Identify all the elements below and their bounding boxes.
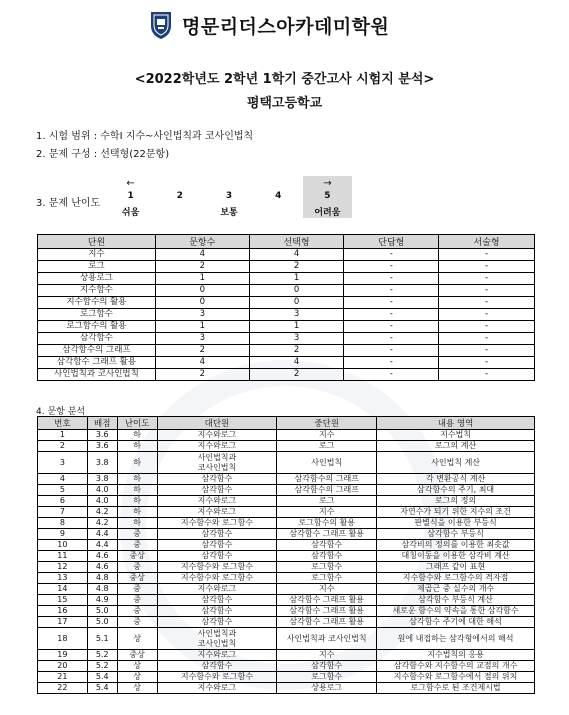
table-cell: 상용로그 [38,273,156,285]
table-cell: 지수와로그 [157,584,277,595]
table-cell: 0 [249,285,344,297]
table-cell: 지수 [277,650,377,661]
table-cell: 로그함수 [277,672,377,683]
table-cell: 삼각함수 [157,606,277,617]
table-cell: 중 [117,595,157,606]
column-header: 단답형 [344,235,439,249]
table-cell: 원에 내접하는 삼각형에서의 해석 [377,628,535,650]
table-row [38,297,535,309]
table-cell: 로그함수로 된 조건제시법 [377,683,535,694]
table-cell: 지수함수와 로그함수 [157,573,277,584]
table-cell: 9 [38,529,88,540]
table-cell: 0 [155,297,249,309]
table-cell: 로그의 계산 [377,441,535,452]
table-cell: 지수함수 [38,285,156,297]
table-cell: 상 [117,672,157,683]
table-cell: - [439,357,535,369]
table-cell: 지수와로그 [157,683,277,694]
table-cell: 1 [38,430,88,441]
table-cell: 4.4 [87,540,117,551]
table-cell: 삼각함수 부등식 [377,529,535,540]
table-row [38,452,535,474]
table-cell: 5.4 [87,683,117,694]
table-cell: - [439,309,535,321]
table-cell: 삼각함수의 그래프 [277,485,377,496]
difficulty-level-5 [303,176,352,218]
table-cell: 삼각함수 [277,661,377,672]
table-cell: 지수와로그 [157,496,277,507]
table-cell: 2 [249,369,344,381]
table-cell: 중 [117,562,157,573]
table-cell: 삼각함수 그래프 활용 [277,595,377,606]
table-row [38,661,535,672]
table-cell [157,452,277,474]
header [148,10,389,40]
table-cell: - [344,345,439,357]
difficulty-level-4 [254,176,303,218]
table-cell: 3 [155,333,249,345]
question-composition: 2. 문제 구성 : 선택형(22문항) [36,149,170,160]
table-cell: 중상 [117,573,157,584]
table-cell: 1 [249,321,344,333]
difficulty-level-3 [204,176,253,218]
table-row [38,529,535,540]
table-cell: 삼각함수 그래프 활용 [277,529,377,540]
right-arrow-icon: → [323,178,332,189]
table-cell: 그래프 같이 표현 [377,562,535,573]
difficulty-label: 3. 문제 난이도 [36,198,101,209]
column-header: 대단원 [157,417,277,430]
table-cell: 지수와로그 [157,650,277,661]
table-cell: 지수함수와 로그함수의 격자점 [377,573,535,584]
table-cell: 하 [117,496,157,507]
academy-name: 명문리더스아카데미학원 [182,15,390,38]
table-cell: 삼각함수 [157,529,277,540]
table-cell: 삼각함수 그래프 활용 [38,357,156,369]
table-cell: 삼각함수 [38,333,156,345]
table-row [38,441,535,452]
table-cell: 중 [117,529,157,540]
table-cell: 삼각함수 그래프 활용 [277,606,377,617]
table-cell: 중 [117,606,157,617]
table-cell: 삼각함수 [157,540,277,551]
table-cell: 하 [117,441,157,452]
table-cell: 지수와로그 [157,430,277,441]
column-header: 내용 영역 [377,417,535,430]
table-cell: 20 [38,661,88,672]
table-cell: 로그함수의 활용 [277,518,377,529]
table-cell: 상용로그 [277,683,377,694]
table-cell: 삼각비의 정의를 이용한 최솟값 [377,540,535,551]
table-cell: 로그함수 [277,562,377,573]
table-cell: 5.0 [87,617,117,628]
table-cell: 사인법칙 계산 [377,452,535,474]
table-cell: 0 [249,297,344,309]
table-cell: 17 [38,617,88,628]
table-cell: 지수와로그 [157,507,277,518]
table-cell: 지수함수와 로그함수에서 점의 위치 [377,672,535,683]
table-cell: 삼각함수 [157,474,277,485]
table-row [38,249,535,261]
table-cell: 사인법칙 [277,452,377,474]
table-cell: - [344,357,439,369]
difficulty-hard-label: 어려움 [314,208,341,218]
table-cell: - [439,321,535,333]
analysis-title: 4. 문항 분석 [36,407,86,417]
table-cell: 18 [38,628,88,650]
table-cell: 1 [155,321,249,333]
table-cell: 새로운 함수의 약속을 통한 삼각함수 [377,606,535,617]
column-header: 중단원 [277,417,377,430]
column-header: 난이도 [117,417,157,430]
table-cell: 중 [117,540,157,551]
table-cell: 지수함수와 로그함수 [157,518,277,529]
difficulty-level-number: 1 [127,191,134,201]
table-header-row [38,235,535,249]
table-cell: 삼각함수와 지수함수의 교점의 개수 [377,661,535,672]
table-cell: 중상 [117,650,157,661]
table-row [38,345,535,357]
table-cell: 4.8 [87,573,117,584]
table-cell: 삼각함수 주기에 대한 해석 [377,617,535,628]
difficulty-easy-label: 쉬움 [121,208,140,218]
table-cell: 4.6 [87,562,117,573]
table-row [38,672,535,683]
table-cell: 7 [38,507,88,518]
table-row [38,540,535,551]
table-row [38,628,535,650]
question-analysis-body [38,430,535,694]
table-cell: 4 [249,249,344,261]
table-cell: 로그 [277,496,377,507]
table-cell: 3 [249,333,344,345]
table-cell: - [344,297,439,309]
table-cell: 13 [38,573,88,584]
table-cell: 지수함수와 로그함수 [157,672,277,683]
table-cell: 4 [155,249,249,261]
table-cell: 3.8 [87,474,117,485]
table-cell: - [344,261,439,273]
table-cell: - [344,321,439,333]
table-cell: 삼각함수 [157,485,277,496]
table-cell: 삼각함수의 그래프 [38,345,156,357]
table-row [38,650,535,661]
table-cell: - [439,273,535,285]
table-cell: 지수와로그 [157,441,277,452]
difficulty-level-number: 5 [324,191,331,201]
table-cell: 4 [249,357,344,369]
table-cell: 대칭이동을 이용한 삼각비 계산 [377,551,535,562]
table-cell: - [439,249,535,261]
table-cell: 상 [117,661,157,672]
table-cell: 제곱근 중 실수의 개수 [377,584,535,595]
column-header: 문항수 [155,235,249,249]
table-cell: 4.4 [87,529,117,540]
table-cell: 2 [249,261,344,273]
column-header: 번호 [38,417,88,430]
table-row [38,430,535,441]
table-cell: 하 [117,518,157,529]
table-cell: - [439,261,535,273]
table-cell: 11 [38,551,88,562]
table-row [38,485,535,496]
table-cell: 삼각함수 [157,595,277,606]
table-cell: 6 [38,496,88,507]
table-cell: - [344,309,439,321]
table-cell: 1 [155,273,249,285]
table-cell: - [439,345,535,357]
column-header: 배점 [87,417,117,430]
question-analysis-table [37,416,535,694]
table-cell: 3.8 [87,452,117,474]
table-cell: 4.6 [87,551,117,562]
table-cell: 지수법칙의 응용 [377,650,535,661]
table-cell: 상 [117,683,157,694]
column-header: 서술형 [439,235,535,249]
table-row [38,496,535,507]
difficulty-level-number: 2 [176,191,183,201]
table-cell: 16 [38,606,88,617]
table-row [38,285,535,297]
major-unit-line: 코사인법칙 [197,638,237,648]
table-cell: 15 [38,595,88,606]
table-cell: 로그 [277,441,377,452]
table-cell: - [344,333,439,345]
unit-summary-table [37,234,535,381]
table-cell: 5.2 [87,661,117,672]
table-cell: 3 [249,309,344,321]
difficulty-level-number: 3 [225,191,233,201]
table-cell: 사인법칙과 코사인법칙 [38,369,156,381]
table-cell: 2 [155,345,249,357]
table-cell: 22 [38,683,88,694]
table-row [38,683,535,694]
table-cell: 하 [117,474,157,485]
table-cell: 4.2 [87,518,117,529]
table-cell: 삼각함수 [157,551,277,562]
table-cell: 삼각함수 [277,551,377,562]
table-cell: 삼각함수 [157,617,277,628]
major-unit-line: 코사인법칙 [197,462,237,472]
table-cell: 4.0 [87,485,117,496]
table-row [38,261,535,273]
table-cell: 21 [38,672,88,683]
table-cell: 로그함수 [277,573,377,584]
difficulty-normal-label: 보통 [220,208,238,218]
table-cell: 10 [38,540,88,551]
table-row [38,595,535,606]
table-row [38,309,535,321]
table-cell: 0 [155,285,249,297]
table-row [38,617,535,628]
table-cell: 로그 [38,261,156,273]
table-cell: 19 [38,650,88,661]
table-cell: 로그함수 [38,309,156,321]
table-cell: 로그함수의 활용 [38,321,156,333]
table-cell: 중 [117,617,157,628]
table-cell: 4 [38,474,88,485]
table-cell: 하 [117,452,157,474]
major-unit-line: 사인법칙과 [197,452,237,462]
table-cell: 삼각함수 [157,661,277,672]
exam-title: <2022학년도 2학년 1학기 중간고사 시험지 분석> [134,72,435,87]
table-cell [157,628,277,650]
table-cell: 중상 [117,551,157,562]
table-row [38,357,535,369]
table-row [38,474,535,485]
table-cell: 하 [117,485,157,496]
table-row [38,573,535,584]
table-cell: 상 [117,628,157,650]
table-cell: 3.6 [87,441,117,452]
table-cell: - [344,369,439,381]
table-cell: 지수함수의 활용 [38,297,156,309]
table-cell: 삼각함수의 그래프 [277,474,377,485]
table-cell: 하 [117,430,157,441]
table-cell: 중 [117,584,157,595]
major-unit-line: 사인법칙과 [197,628,237,638]
column-header: 단원 [38,235,156,249]
table-cell: 4 [155,357,249,369]
table-cell: 사인법칙과 코사인법칙 [277,628,377,650]
table-cell: 지수 [277,507,377,518]
table-cell: 2 [38,441,88,452]
table-cell: 14 [38,584,88,595]
table-cell: 5.4 [87,672,117,683]
difficulty-level-1 [106,176,155,218]
table-row [38,584,535,595]
table-cell: 5.2 [87,650,117,661]
table-cell: 2 [155,369,249,381]
left-arrow-icon: ← [126,178,135,189]
column-header: 선택형 [249,235,344,249]
table-cell: 지수함수와 로그함수 [157,562,277,573]
difficulty-scale [106,176,352,218]
table-cell: 로그의 정의 [377,496,535,507]
table-cell: 지수 [277,584,377,595]
difficulty-level-number: 4 [275,191,282,201]
table-cell: 지수 [277,430,377,441]
table-cell: 8 [38,518,88,529]
difficulty-level-2 [155,176,204,218]
table-cell: 3 [155,309,249,321]
table-cell: 1 [249,273,344,285]
school-name: 평택고등학교 [246,96,323,111]
table-cell: 5.0 [87,606,117,617]
table-cell: 삼각함수의 주기, 최대 [377,485,535,496]
table-cell: - [439,369,535,381]
table-cell: 5.1 [87,628,117,650]
table-cell: 각 변환공식 계산 [377,474,535,485]
exam-range: 1. 시험 범위 : 수학Ⅰ 지수~사인법칙과 코사인법칙 [36,131,254,142]
table-header-row [38,417,535,430]
table-row [38,551,535,562]
table-cell: 지수 [38,249,156,261]
table-cell: 4.2 [87,507,117,518]
table-row [38,369,535,381]
table-cell: 하 [117,507,157,518]
table-cell: 삼각함수 부등식 계산 [377,595,535,606]
table-row [38,518,535,529]
table-row [38,333,535,345]
table-cell: 자연수가 되기 위한 지수의 조건 [377,507,535,518]
table-row [38,273,535,285]
table-cell: 3.6 [87,430,117,441]
table-row [38,562,535,573]
table-cell: - [439,285,535,297]
table-cell: 12 [38,562,88,573]
table-cell: 판별식을 이용한 부등식 [377,518,535,529]
academy-emblem-icon [148,10,174,40]
table-cell: 지수법칙 [377,430,535,441]
table-cell: - [439,333,535,345]
table-cell: 4.0 [87,496,117,507]
table-row [38,507,535,518]
table-cell: 2 [249,345,344,357]
table-cell: - [344,273,439,285]
table-cell: - [344,249,439,261]
table-cell: - [344,285,439,297]
table-cell: 3 [38,452,88,474]
table-cell: 4.9 [87,595,117,606]
table-cell: 2 [155,261,249,273]
unit-summary-body [38,249,535,381]
table-cell: 4.8 [87,584,117,595]
table-cell: - [439,297,535,309]
table-cell: 5 [38,485,88,496]
table-cell: 삼각함수 그래프 활용 [277,617,377,628]
table-row [38,321,535,333]
table-cell: 삼각함수 [277,540,377,551]
table-row [38,606,535,617]
